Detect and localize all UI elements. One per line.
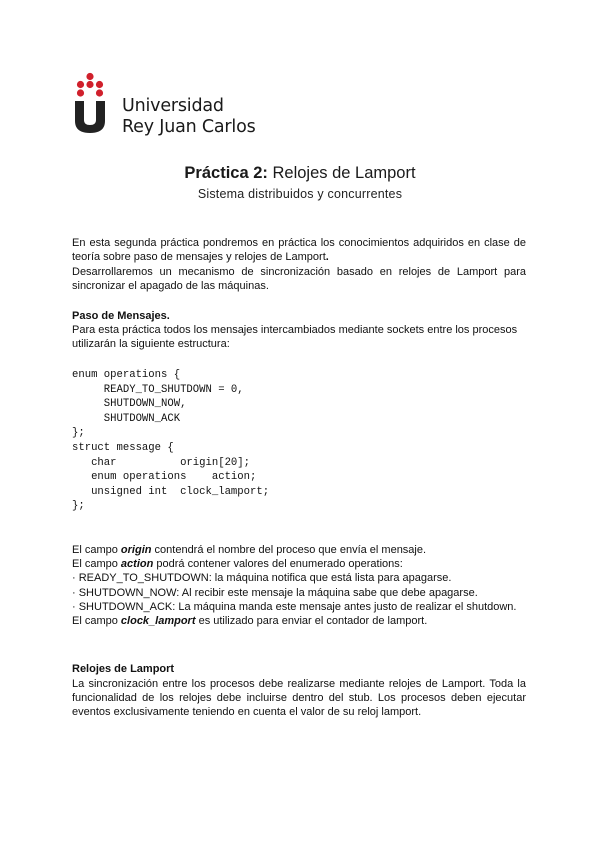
field-clock-term: clock_lamport [120, 615, 196, 628]
field-action-line [72, 557, 526, 571]
fields-description [72, 543, 526, 628]
bullet-shutdown-ack: · SHUTDOWN_ACK: La máquina manda este mensaje antes justo de realizar el shutdown. [72, 600, 517, 613]
field-clock-pre: El campo [72, 615, 121, 628]
university-logo [72, 72, 262, 142]
field-origin-line [72, 543, 526, 557]
section-lamport-text: La sincronización entre los procesos debe realizarse mediante relojes de Lamport. Toda la funcionalidad de los relojes debe incluirse dentro del stub. Los procesos deben ejecutar eventos exclusivamente teniendo en cuenta el valor de su reloj lamport. [72, 678, 526, 719]
university-name [122, 96, 256, 138]
field-action-post: podrá contener valores del enumerado operations: [153, 558, 403, 571]
field-origin-term: origin [120, 544, 152, 556]
intro-text: En esta segunda práctica pondremos en práctica los conocimientos adquiridos en clase de teoría sobre paso de mensajes y relojes de Lamport [72, 237, 526, 264]
bullet-ready-to-shutdown: · READY_TO_SHUTDOWN: la máquina notifica que está lista para apagarse. [72, 572, 452, 585]
section-heading-messages: Paso de Mensajes. [72, 310, 170, 322]
page-subtitle: Sistema distribuidos y concurrentes [197, 187, 403, 201]
section-heading-lamport: Relojes de Lamport [72, 663, 175, 675]
logo-dot-left [77, 81, 84, 88]
field-action-pre: El campo [72, 558, 121, 571]
page-title [0, 163, 600, 183]
field-clock-lamport-line [72, 614, 526, 628]
title-prefix: Práctica 2: [184, 164, 268, 182]
intro-paragraph-2: Desarrollaremos un mecanismo de sincronización basado en relojes de Lamport para sincronizar el apagado de las máquinas. [72, 266, 526, 293]
logo-dot-right [96, 81, 103, 88]
bullet-shutdown-now: · SHUTDOWN_NOW: Al recibir este mensaje la máquina sabe que debe apagarse. [72, 586, 478, 599]
code-enum-operations: enum operations { READY_TO_SHUTDOWN = 0, SHUTDOWN_NOW, SHUTDOWN_ACK }; [72, 369, 244, 440]
university-name-line2: Rey Juan Carlos [122, 117, 256, 137]
logo-dot-bottom-right [96, 89, 103, 96]
field-origin-post: contendrá el nombre del proceso que envía el mensaje. [151, 544, 427, 556]
code-struct-message: struct message { char origin[20]; enum operations action; unsigned int clock_lamport; }; [72, 442, 270, 513]
field-action-term: action [120, 558, 154, 571]
section-messages-text: Para esta práctica todos los mensajes intercambiados mediante sockets entre los procesos utilizarán la siguiente estructura: [72, 324, 518, 351]
logo-dot-center [86, 81, 93, 88]
urjc-logo-icon [72, 72, 108, 134]
title-rest: Relojes de Lamport [267, 164, 416, 182]
logo-letter-u [75, 101, 105, 133]
university-name-line1: Universidad [122, 96, 224, 116]
intro-paragraph-1 [72, 236, 526, 264]
title-block [0, 163, 600, 202]
logo-dot-top [86, 73, 93, 80]
intro-period: . [325, 251, 329, 264]
logo-dot-bottom-left [77, 89, 84, 96]
field-origin-pre: El campo [72, 544, 121, 556]
field-clock-post: es utilizado para enviar el contador de lamport. [195, 615, 428, 628]
